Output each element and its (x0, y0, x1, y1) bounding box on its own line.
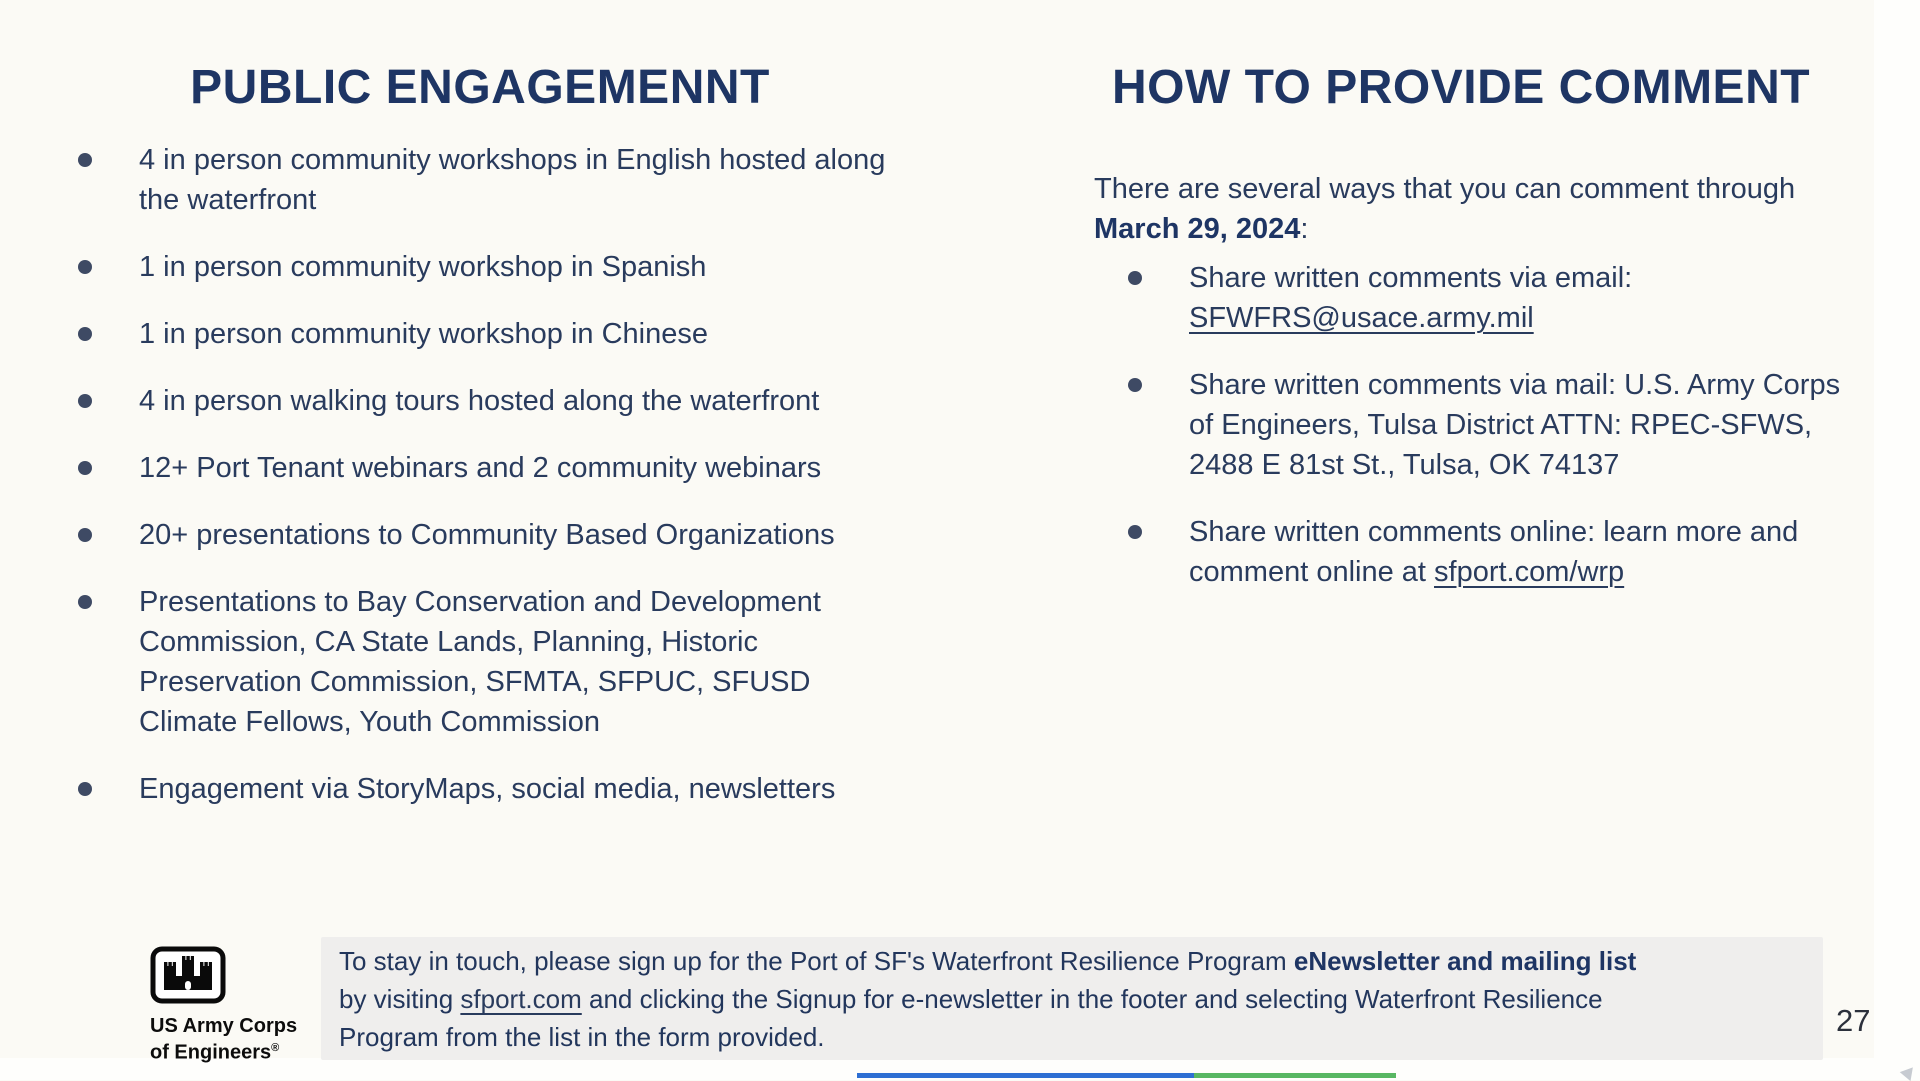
progress-bar-blue (857, 1073, 1194, 1078)
stay-in-touch-note (321, 937, 1823, 1060)
list-item-mail (1120, 365, 1860, 485)
how-to-comment-list (1120, 258, 1860, 619)
sfport-link[interactable]: sfport.com (460, 984, 582, 1014)
note-bold: eNewsletter and mailing list (1293, 946, 1637, 976)
registered-trademark: ® (271, 1042, 280, 1054)
usace-castle-icon (150, 991, 226, 1008)
list-item: 4 in person community workshops in English hosted along the waterfront (70, 140, 910, 220)
left-column-title: PUBLIC ENGAGEMENNT (190, 61, 770, 115)
comment-intro (1094, 169, 1839, 249)
list-item-email (1120, 258, 1860, 338)
bullet-text: Share written comments via email: (1189, 262, 1633, 294)
intro-colon: : (1300, 213, 1309, 245)
comment-deadline: March 29, 2024 (1094, 213, 1301, 245)
list-item: 1 in person community workshop in Spanish (70, 247, 910, 287)
list-item: 1 in person community workshop in Chinese (70, 314, 910, 354)
wrp-url-link[interactable]: sfport.com/wrp (1434, 556, 1625, 588)
note-text: and clicking the Signup for e-newsletter in the footer and selecting Waterfront Resilience (581, 984, 1603, 1014)
email-link[interactable]: SFWFRS@usace.army.mil (1189, 302, 1534, 334)
bullet-text: Share written comments via mail: U.S. Army Corps of Engineers, Tulsa District ATTN: RPEC-SFWS, 2488 E 81st St., Tulsa, OK 74137 (1189, 369, 1841, 481)
list-item-online (1120, 512, 1860, 592)
list-item: 12+ Port Tenant webinars and 2 community webinars (70, 448, 910, 488)
usace-logo (150, 946, 330, 1064)
note-text: To stay in touch, please sign up for the Port of SF's Waterfront Resilience Program (339, 946, 1294, 976)
list-item: 20+ presentations to Community Based Organizations (70, 515, 910, 555)
intro-text: There are several ways that you can comment through (1094, 173, 1796, 205)
note-text: by visiting (339, 984, 461, 1014)
right-column-title: HOW TO PROVIDE COMMENT (1111, 61, 1811, 115)
bullet-text: Share written comments online: learn more and comment online at (1189, 516, 1799, 588)
logo-line2: of Engineers (150, 1041, 272, 1064)
logo-line1: US Army Corps (150, 1015, 298, 1037)
slide-right-margin (1874, 0, 1920, 1080)
note-text: Program from the list in the form provided. (339, 1022, 825, 1052)
usace-logo-text (150, 1015, 330, 1064)
list-item: Presentations to Bay Conservation and Development Commission, CA State Lands, Planning, Historic Preservation Commission, SFMTA, SFPUC, SFUSD Climate Fellows, Youth Commission (70, 582, 910, 742)
progress-bar-green (1194, 1073, 1396, 1078)
list-item: Engagement via StoryMaps, social media, newsletters (70, 769, 910, 809)
list-item: 4 in person walking tours hosted along the waterfront (70, 381, 910, 421)
public-engagement-list (70, 140, 910, 836)
page-number: 27 (1836, 1003, 1871, 1038)
